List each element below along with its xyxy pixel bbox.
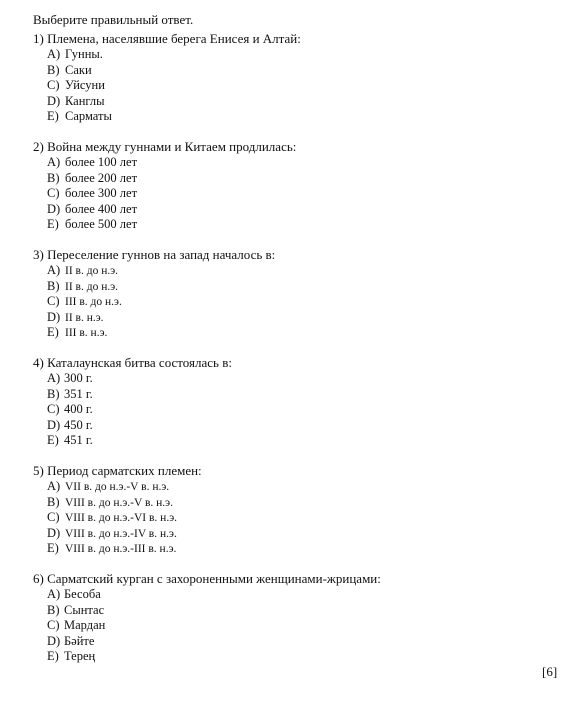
option-letter: E) [47, 541, 59, 555]
answer-option [33, 402, 232, 418]
answer-option [33, 371, 232, 387]
option-letter: E) [47, 109, 59, 123]
option-text: II в. до н.э. [65, 280, 119, 293]
question-2 [33, 139, 296, 233]
option-text: Сарматы [65, 109, 112, 123]
answer-option [33, 634, 381, 650]
option-letter: B) [47, 386, 60, 401]
option-letter: C) [47, 402, 60, 416]
question-title: 1) Племена, населявшие берега Енисея и Алтай: [33, 31, 301, 46]
option-letter: C) [47, 186, 60, 200]
answer-option [33, 495, 202, 511]
answer-option [33, 510, 202, 526]
option-letter: B) [47, 62, 60, 77]
option-text: 450 г. [64, 417, 93, 432]
answer-option [33, 279, 275, 295]
option-text: VIII в. до н.э.-IV в. н.э. [65, 527, 177, 540]
option-letter: D) [47, 201, 61, 216]
option-letter: B) [47, 602, 60, 617]
option-letter: A) [47, 479, 61, 493]
question-title: 4) Каталаунская битва состоялась в: [33, 355, 232, 370]
option-letter: A) [47, 47, 61, 61]
question-3 [33, 247, 275, 341]
answer-option [33, 418, 232, 434]
option-text: Мардан [64, 618, 106, 632]
question-title: 6) Сарматский курган с захороненными женщинами-жрицами: [33, 571, 381, 586]
answer-option [33, 618, 381, 634]
answer-option [33, 63, 301, 79]
option-text: Уйсуни [65, 78, 105, 92]
option-letter: D) [47, 633, 61, 648]
option-letter: A) [47, 263, 61, 277]
option-letter: E) [47, 649, 59, 663]
option-letter: E) [47, 325, 59, 339]
option-text: Саки [65, 62, 92, 77]
answer-option [33, 47, 301, 63]
answer-option [33, 294, 275, 310]
option-text: Бесоба [64, 587, 101, 601]
answer-option [33, 263, 275, 279]
option-text: 300 г. [64, 371, 93, 385]
option-text: 451 г. [64, 433, 93, 447]
option-text: 400 г. [64, 402, 93, 416]
option-text: VII в. до н.э.-V в. н.э. [65, 481, 170, 493]
answer-option [33, 202, 296, 218]
option-text: более 500 лет [65, 217, 138, 231]
question-title: 3) Переселение гуннов на запад началось в: [33, 247, 276, 262]
option-letter: B) [47, 494, 60, 509]
answer-option [33, 310, 275, 326]
option-text: VIII в. до н.э.-III в. н.э. [65, 543, 177, 555]
answer-option [33, 78, 301, 94]
option-letter: E) [47, 433, 59, 447]
option-text: II в. н.э. [65, 311, 104, 324]
answer-option [33, 387, 232, 403]
question-4 [33, 355, 232, 449]
option-text: VIII в. до н.э.-V в. н.э. [65, 496, 173, 509]
option-text: более 200 лет [65, 170, 138, 185]
option-letter: A) [47, 155, 61, 169]
option-text: 351 г. [64, 386, 93, 401]
answer-option [33, 603, 381, 619]
option-letter: C) [47, 78, 60, 92]
answer-option [33, 217, 296, 233]
question-5 [33, 463, 202, 557]
question-6 [33, 571, 381, 665]
option-text: более 300 лет [65, 186, 138, 200]
question-title: 2) Война между гуннами и Китаем продлилась: [33, 139, 297, 154]
score-marker: [6] [542, 664, 558, 679]
option-text: более 400 лет [65, 201, 138, 216]
option-letter: A) [47, 587, 61, 601]
option-text: Бәйте [64, 633, 95, 648]
option-letter: C) [47, 294, 60, 308]
option-text: II в. до н.э. [65, 265, 119, 277]
option-letter: A) [47, 371, 61, 385]
option-text: Гунны. [65, 47, 103, 61]
option-text: III в. н.э. [65, 327, 108, 339]
option-letter: D) [47, 417, 61, 432]
option-letter: D) [47, 525, 61, 540]
question-1 [33, 31, 301, 125]
answer-option [33, 325, 275, 341]
answer-option [33, 94, 301, 110]
option-text: более 100 лет [65, 155, 138, 169]
answer-option [33, 186, 296, 202]
answer-option [33, 587, 381, 603]
option-letter: D) [47, 93, 61, 108]
option-letter: B) [47, 278, 60, 293]
option-text: III в. до н.э. [65, 296, 122, 308]
answer-option [33, 109, 301, 125]
answer-option [33, 479, 202, 495]
answer-option [33, 171, 296, 187]
option-text: Сынтас [64, 602, 105, 617]
answer-option [33, 649, 381, 665]
answer-option [33, 155, 296, 171]
answer-option [33, 541, 202, 557]
option-text: Канглы [65, 93, 105, 108]
option-letter: E) [47, 217, 59, 231]
option-letter: D) [47, 309, 61, 324]
option-text: VIII в. до н.э.-VI в. н.э. [65, 512, 178, 524]
answer-option [33, 433, 232, 449]
answer-option [33, 526, 202, 542]
option-letter: C) [47, 510, 60, 524]
question-title: 5) Период сарматских племен: [33, 463, 202, 478]
option-text: Терең [64, 649, 96, 663]
option-letter: B) [47, 170, 60, 185]
option-letter: C) [47, 618, 60, 632]
instruction-text: Выберите правильный ответ. [33, 12, 194, 27]
